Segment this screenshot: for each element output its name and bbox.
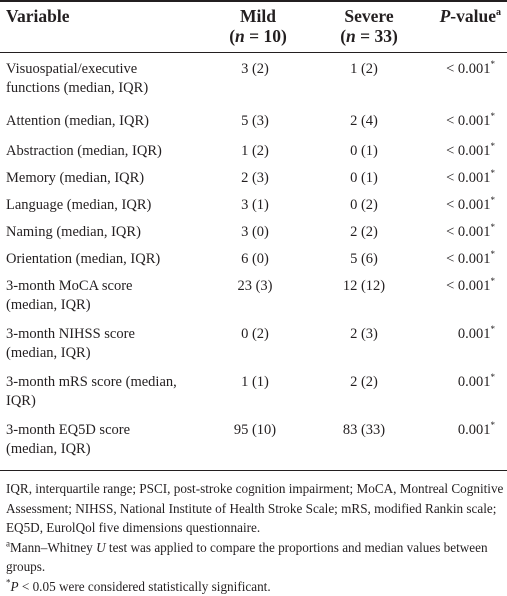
cell-mild: 95 (10) — [206, 421, 304, 467]
footnote-a-mark: a — [6, 538, 10, 548]
cell-mild: 3 (1) — [206, 196, 304, 223]
cell-variable-line: Visuospatial/executive — [6, 60, 206, 79]
footnote-a-before: Mann–Whitney — [10, 540, 96, 555]
cell-p-value-text: < 0.001 — [446, 143, 490, 159]
cell-p-value — [424, 277, 507, 325]
header-severe-n-var: n — [346, 26, 356, 46]
header-mild-n-open: ( — [229, 26, 235, 46]
cell-variable-line: Orientation (median, IQR) — [6, 250, 206, 269]
cell-p-value-star: * — [491, 372, 496, 382]
header-mild-n-var: n — [235, 26, 245, 46]
footnote-star — [6, 577, 504, 596]
cell-p-value — [424, 223, 507, 250]
cell-p-value — [424, 112, 507, 142]
cell-p-value — [424, 142, 507, 169]
cell-p-value — [424, 421, 507, 467]
top-rule — [0, 0, 507, 2]
footnote-star-after: < 0.05 were considered statistically significant. — [19, 579, 271, 594]
header-mild — [218, 6, 298, 46]
cell-p-value-text: 0.001 — [458, 326, 491, 342]
cell-variable-line: (median, IQR) — [6, 296, 206, 315]
header-p-value — [440, 6, 501, 26]
cell-p-value-text: < 0.001 — [446, 278, 490, 294]
cell-variable-line: (median, IQR) — [6, 440, 206, 459]
table-row — [0, 421, 507, 467]
cell-variable-line: 3-month EQ5D score — [6, 421, 206, 440]
cell-severe: 2 (2) — [304, 223, 424, 250]
table-row — [0, 277, 507, 325]
cell-variable-line: IQR) — [6, 392, 206, 411]
cell-variable — [0, 142, 206, 169]
cell-p-value-star: * — [491, 141, 496, 151]
cell-p-value-text: 0.001 — [458, 374, 491, 390]
cell-variable — [0, 373, 206, 421]
table-row — [0, 60, 507, 112]
footnote-a-italic: U — [96, 540, 106, 555]
cell-variable — [0, 169, 206, 196]
table-row — [0, 373, 507, 421]
cell-mild: 5 (3) — [206, 112, 304, 142]
cell-p-value-star: * — [491, 168, 496, 178]
cell-p-value-text: < 0.001 — [446, 197, 490, 213]
header-variable: Variable — [6, 6, 70, 26]
footnote-star-italic: P — [11, 579, 19, 594]
cell-variable-line: (median, IQR) — [6, 344, 206, 363]
header-severe-n-open: ( — [340, 26, 346, 46]
cell-variable — [0, 112, 206, 142]
cell-p-value-text: < 0.001 — [446, 170, 490, 186]
header-rule — [0, 52, 507, 53]
footnote-star-mark: * — [6, 577, 11, 587]
cell-p-value — [424, 250, 507, 277]
cell-p-value-star: * — [491, 111, 496, 121]
cell-p-value — [424, 325, 507, 373]
cell-severe: 1 (2) — [304, 60, 424, 112]
header-p-sup: a — [496, 7, 501, 18]
cell-p-value-star: * — [491, 195, 496, 205]
cell-variable — [0, 277, 206, 325]
cell-variable — [0, 60, 206, 112]
table-row — [0, 142, 507, 169]
cell-mild: 1 (1) — [206, 373, 304, 421]
cell-severe: 5 (6) — [304, 250, 424, 277]
cell-variable-line: Naming (median, IQR) — [6, 223, 206, 242]
cell-p-value — [424, 169, 507, 196]
cell-severe: 0 (2) — [304, 196, 424, 223]
footnote-abbreviations: IQR, interquartile range; PSCI, post-stroke cognition impairment; MoCA, Montreal Cognitive Assessment; NIHSS, National Institute of Health Stroke Scale; mRS, modified Rankin scale; EQ5D, EurolQol five dimensions questionnaire. — [6, 479, 504, 538]
header-mild-n — [218, 26, 298, 46]
cell-variable-line: Attention (median, IQR) — [6, 112, 206, 131]
cell-variable-line: Language (median, IQR) — [6, 196, 206, 215]
table-row — [0, 112, 507, 142]
cell-p-value-text: 0.001 — [458, 422, 491, 438]
cell-p-value-star: * — [491, 420, 496, 430]
cell-severe: 12 (12) — [304, 277, 424, 325]
cell-variable-line: Abstraction (median, IQR) — [6, 142, 206, 161]
header-severe-n-rest: = 33) — [356, 26, 398, 46]
footnote-a — [6, 538, 504, 577]
table-row — [0, 169, 507, 196]
table-row — [0, 223, 507, 250]
header-mild-label: Mild — [218, 6, 298, 26]
cell-p-value-star: * — [491, 276, 496, 286]
cell-p-value — [424, 60, 507, 112]
table-row — [0, 196, 507, 223]
footnotes — [6, 479, 504, 596]
cell-mild: 0 (2) — [206, 325, 304, 373]
cell-mild: 23 (3) — [206, 277, 304, 325]
header-p-suffix: -value — [450, 6, 496, 26]
data-table — [0, 60, 507, 467]
cell-p-value-text: < 0.001 — [446, 113, 490, 129]
header-severe-n — [326, 26, 412, 46]
cell-severe: 2 (4) — [304, 112, 424, 142]
header-severe-label: Severe — [326, 6, 412, 26]
cell-variable — [0, 421, 206, 467]
header-severe — [326, 6, 412, 46]
cell-mild: 6 (0) — [206, 250, 304, 277]
cell-variable-line: 3-month NIHSS score — [6, 325, 206, 344]
cell-severe: 83 (33) — [304, 421, 424, 467]
cell-p-value-text: < 0.001 — [446, 224, 490, 240]
cell-variable-line: 3-month MoCA score — [6, 277, 206, 296]
cell-severe: 0 (1) — [304, 142, 424, 169]
header-p-label: P — [440, 6, 451, 26]
cell-p-value-star: * — [491, 324, 496, 334]
table-body — [0, 60, 507, 467]
cell-variable — [0, 325, 206, 373]
cell-severe: 2 (2) — [304, 373, 424, 421]
cell-variable-line: functions (median, IQR) — [6, 79, 206, 98]
cell-variable-line: 3-month mRS score (median, — [6, 373, 206, 392]
footnote-a-after: test was applied to compare the proportions and median values between groups. — [6, 540, 488, 575]
table-row — [0, 250, 507, 277]
cell-mild: 3 (2) — [206, 60, 304, 112]
cell-severe: 2 (3) — [304, 325, 424, 373]
cell-p-value — [424, 196, 507, 223]
cell-p-value — [424, 373, 507, 421]
body-rule — [0, 470, 507, 471]
cell-p-value-text: < 0.001 — [446, 251, 490, 267]
cell-variable — [0, 196, 206, 223]
header-mild-n-rest: = 10) — [245, 26, 287, 46]
cell-p-value-star: * — [491, 222, 496, 232]
cell-mild: 1 (2) — [206, 142, 304, 169]
cell-mild: 2 (3) — [206, 169, 304, 196]
cell-p-value-star: * — [491, 59, 496, 69]
cell-variable — [0, 250, 206, 277]
cell-variable — [0, 223, 206, 250]
cell-variable-line: Memory (median, IQR) — [6, 169, 206, 188]
cell-p-value-text: < 0.001 — [446, 61, 490, 77]
cell-p-value-star: * — [491, 249, 496, 259]
table-row — [0, 325, 507, 373]
cell-severe: 0 (1) — [304, 169, 424, 196]
cell-mild: 3 (0) — [206, 223, 304, 250]
